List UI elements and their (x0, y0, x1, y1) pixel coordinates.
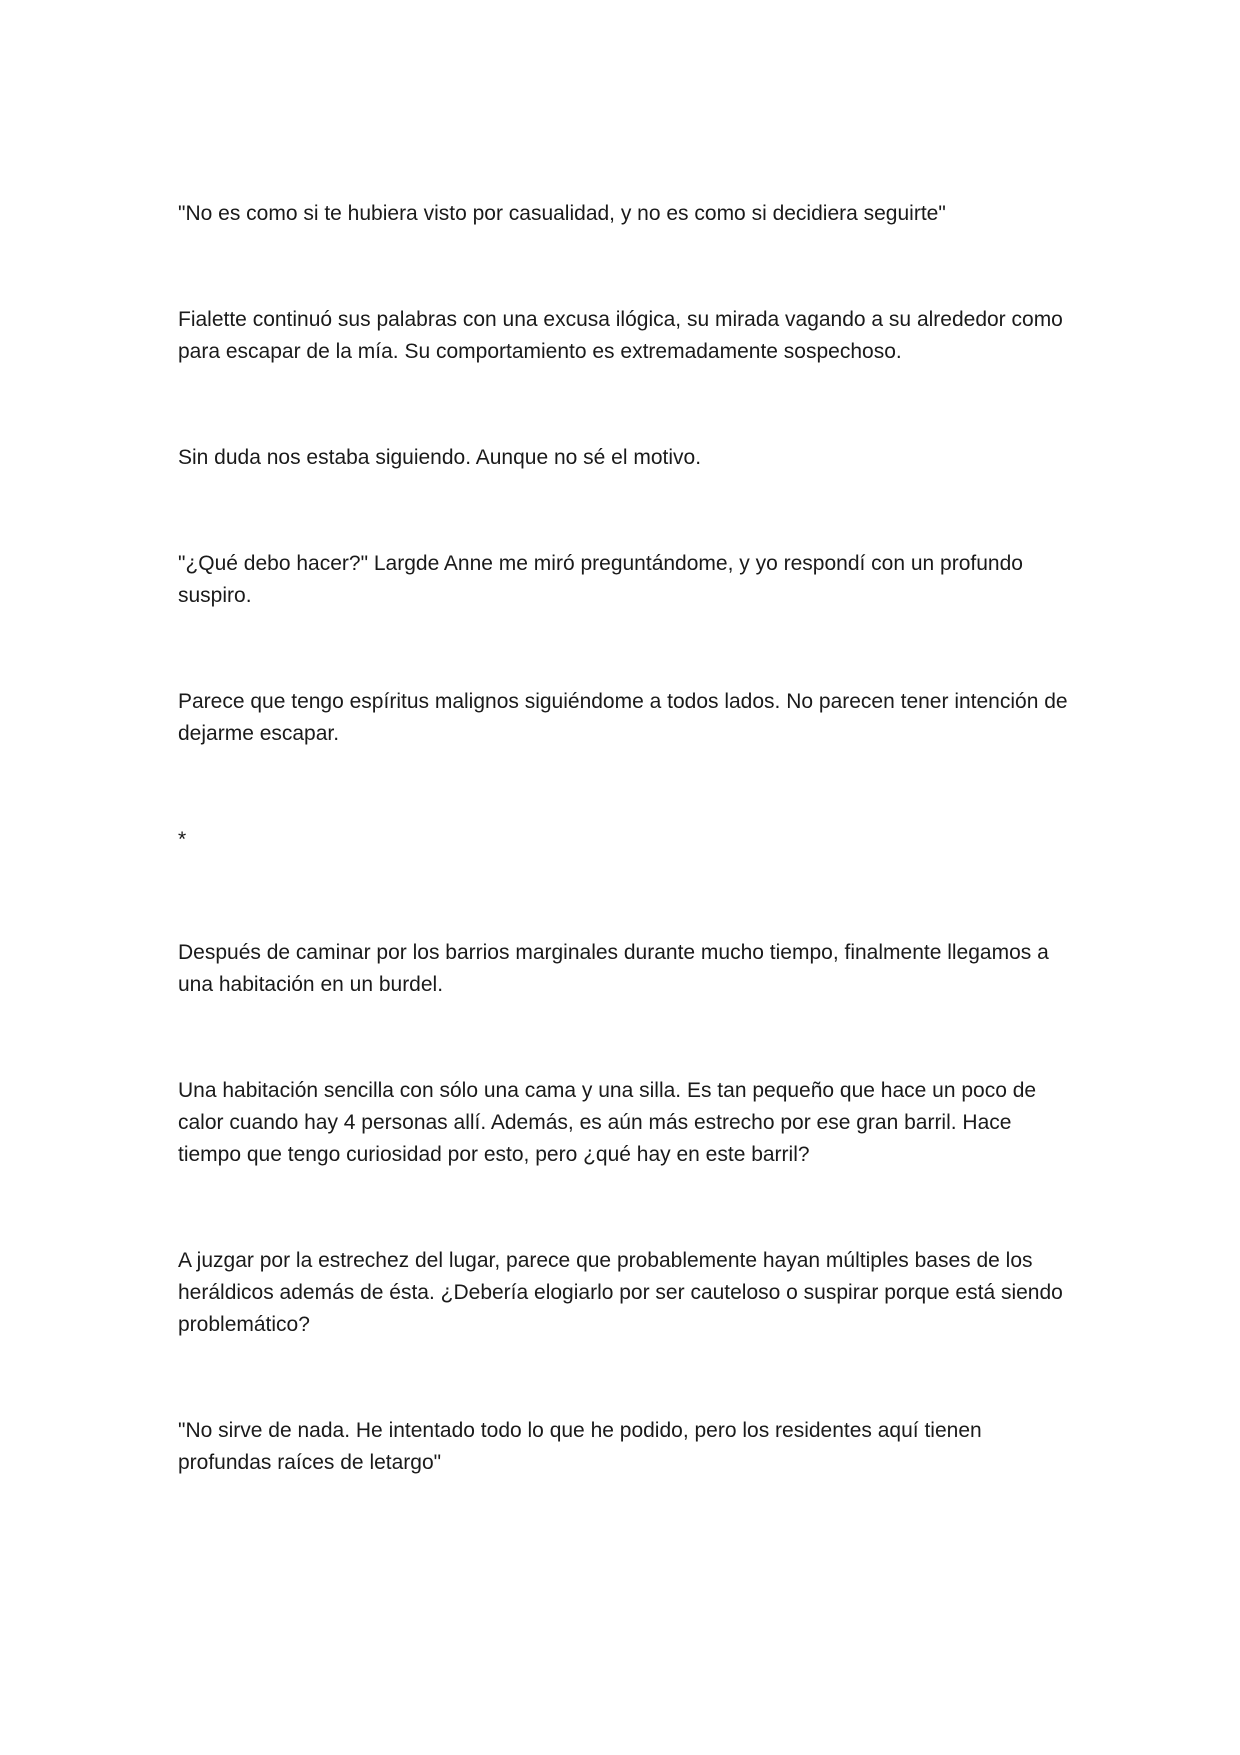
paragraph-9: "No sirve de nada. He intentado todo lo que he podido, pero los residentes aquí tienen profundas raíces de letargo" (178, 1419, 982, 1474)
paragraph-1: "No es como si te hubiera visto por casualidad, y no es como si decidiera seguirte" (178, 202, 946, 225)
paragraph-5: Parece que tengo espíritus malignos siguiéndome a todos lados. No parecen tener intención de dejarme escapar. (178, 690, 1068, 745)
paragraph-2: Fialette continuó sus palabras con una excusa ilógica, su mirada vagando a su alrededor como para escapar de la mía. Su comportamiento es extremadamente sospechoso. (178, 308, 1063, 363)
paragraph-8: A juzgar por la estrechez del lugar, parece que probablemente hayan múltiples bases de los heráldicos además de ésta. ¿Debería elogiarlo por ser cauteloso o suspirar porque está siendo problemático? (178, 1249, 1063, 1336)
document-body (178, 198, 1078, 1553)
scene-break-asterisk: * (178, 828, 187, 851)
paragraph-4: "¿Qué debo hacer?" Largde Anne me miró preguntándome, y yo respondí con un profundo suspiro. (178, 552, 1023, 607)
paragraph-3: Sin duda nos estaba siguiendo. Aunque no sé el motivo. (178, 446, 702, 469)
paragraph-7: Una habitación sencilla con sólo una cama y una silla. Es tan pequeño que hace un poco de calor cuando hay 4 personas allí. Además, es aún más estrecho por ese gran barril. Hace tiempo que tengo curiosidad por esto, pero ¿qué hay en este barril? (178, 1079, 1037, 1166)
paragraph-6: Después de caminar por los barrios marginales durante mucho tiempo, finalmente llegamos a una habitación en un burdel. (178, 941, 1049, 996)
